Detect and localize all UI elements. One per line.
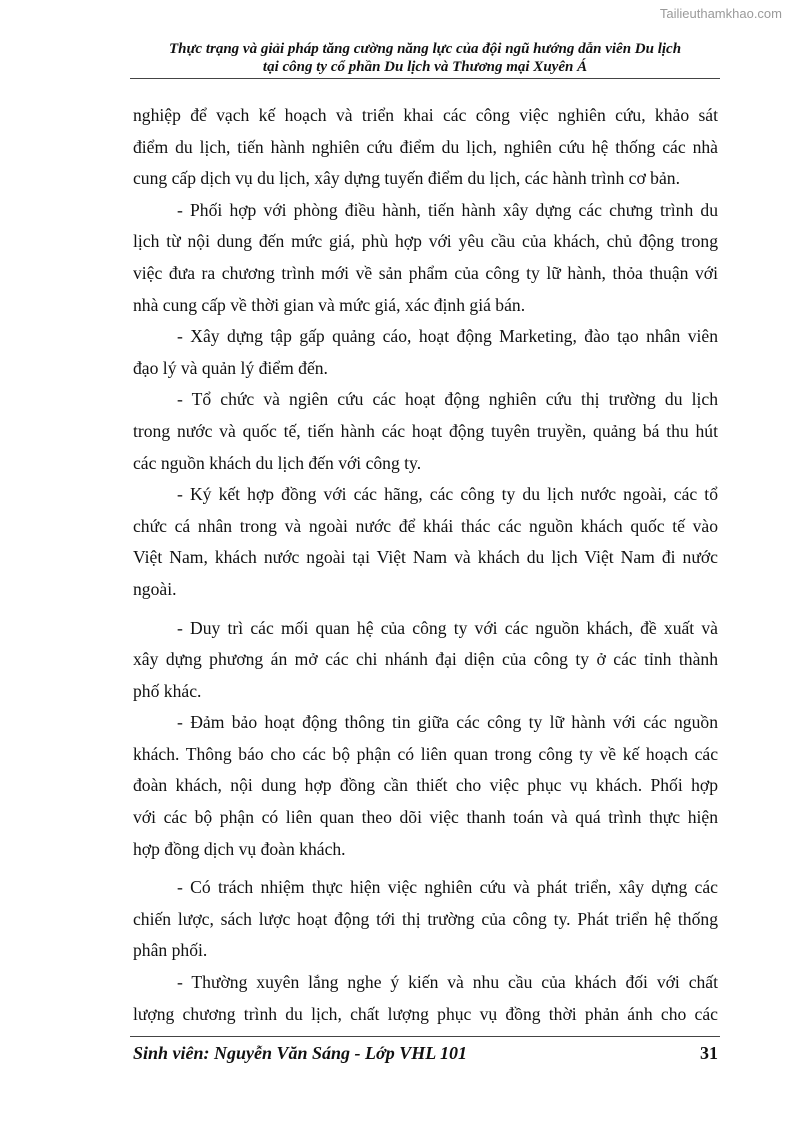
- text-line: cung cấp dịch vụ du lịch, xây dựng tuyến điểm du lịch, các hành trình cơ bản.: [133, 168, 680, 189]
- text-line: lượng chương trình du lịch, chất lượng phục vụ đồng thời phản ánh cho các: [133, 1003, 718, 1024]
- text-line: hợp đồng dịch vụ đoàn khách.: [133, 838, 346, 859]
- footer-rule: [130, 1036, 720, 1037]
- text-line: ngoài.: [133, 578, 177, 599]
- text-line: đoàn khách, nội dung hợp đồng cần thiết cho việc phục vụ khách. Phối hợp: [133, 775, 718, 796]
- header-line-2: tại công ty cổ phần Du lịch và Thương mại Xuyên Á: [262, 59, 588, 75]
- running-header: [130, 40, 720, 76]
- text-line: chiến lược, sách lược hoạt động tới thị trường của công ty. Phát triển hệ thống: [133, 908, 718, 929]
- text-line: điểm du lịch, tiến hành nghiên cứu điểm du lịch, nghiên cứu hệ thống các nhà: [133, 136, 718, 157]
- text-line: với các bộ phận có liên quan theo dõi việc thanh toán và quá trình thực hiện: [133, 807, 718, 828]
- text-line: đạo lý và quản lý điểm đến.: [133, 357, 328, 378]
- text-line: - Thường xuyên lắng nghe ý kiến và nhu cầu của khách đối với chất: [177, 972, 718, 993]
- paragraph: [133, 707, 718, 865]
- paragraph: [133, 872, 718, 967]
- paragraph: [133, 967, 718, 1030]
- document-body: [133, 100, 718, 1030]
- text-line: trong nước và quốc tế, tiến hành các hoạt động tuyên truyền, quảng bá thu hút: [133, 420, 718, 441]
- paragraph: [133, 195, 718, 321]
- footer-student: Sinh viên: Nguyễn Văn Sáng - Lớp VHL 101: [133, 1043, 468, 1063]
- text-line: nhà cung cấp về thời gian và mức giá, xác định giá bán.: [133, 294, 526, 315]
- text-line: - Tổ chức và ngiên cứu các hoạt động nghiên cứu thị trường du lịch: [177, 389, 718, 410]
- text-line: - Duy trì các mối quan hệ của công ty với các nguồn khách, đề xuất và: [177, 617, 718, 638]
- text-line: phân phối.: [133, 940, 208, 961]
- watermark: Tailieuthamkhao.com: [659, 6, 782, 21]
- text-line: Việt Nam, khách nước ngoài tại Việt Nam và khách du lịch Việt Nam đi nước: [133, 547, 718, 568]
- text-line: các nguồn khách du lịch đến với công ty.: [133, 452, 422, 473]
- page-number: 31: [700, 1043, 718, 1063]
- text-line: chức cá nhân trong và ngoài nước để khái thác các nguồn khách quốc tế vào: [133, 515, 718, 536]
- text-line: - Có trách nhiệm thực hiện việc nghiên cứu và phát triển, xây dựng các: [177, 877, 718, 898]
- paragraph: [133, 321, 718, 384]
- header-line-1: Thực trạng và giải pháp tăng cường năng lực của đội ngũ hướng dẫn viên Du lịch: [168, 41, 682, 57]
- text-line: phố khác.: [133, 680, 202, 701]
- text-line: - Ký kết hợp đồng với các hãng, các công ty du lịch nước ngoài, các tổ: [177, 484, 718, 505]
- text-line: nghiệp để vạch kế hoạch và triển khai các công việc nghiên cứu, khảo sát: [133, 105, 718, 125]
- paragraph: [133, 479, 718, 605]
- footer: [133, 1043, 718, 1064]
- paragraph: [133, 100, 718, 195]
- text-line: - Xây dựng tập gấp quảng cáo, hoạt động Marketing, đào tạo nhân viên: [177, 326, 718, 347]
- text-line: khách. Thông báo cho các bộ phận có liên quan trong công ty về kế hoạch các: [133, 743, 718, 764]
- header-rule: [130, 78, 720, 79]
- text-line: - Đảm bảo hoạt động thông tin giữa các công ty lữ hành với các nguồn: [177, 712, 718, 733]
- paragraph: [133, 613, 718, 708]
- paragraph: [133, 384, 718, 479]
- text-line: - Phối hợp với phòng điều hành, tiến hành xây dựng các chưng trình du: [177, 199, 718, 220]
- text-line: xây dựng phương án mở các chi nhánh đại diện của công ty ở các tỉnh thành: [133, 649, 718, 670]
- text-line: lịch từ nội dung đến mức giá, phù hợp với yêu cầu của khách, chủ động trong: [133, 231, 718, 252]
- text-line: việc đưa ra chương trình mới về sản phẩm của công ty lữ hành, thỏa thuận với: [133, 262, 718, 283]
